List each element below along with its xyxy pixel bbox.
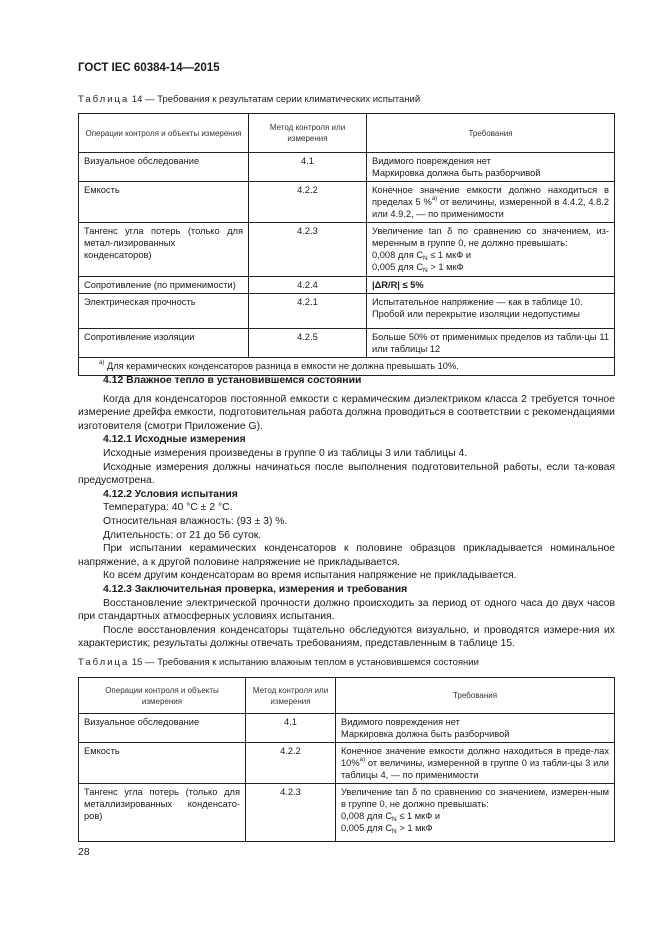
section-heading: 4.12 Влажное тепло в установившемся состоянии: [103, 375, 362, 386]
req-text: от величины, измеренной в группе 0 из табли-цы 3 или таблицы 4, — по применимости: [341, 758, 609, 780]
req-text: 0,005 для C: [372, 262, 424, 272]
paragraph: Когда для конденсаторов постоянной емкости с керамическим диэлектриком класса 2 требуется точное измерение дрейфа емкости, подготовительная работа должна проводиться в соответствии с рекомендациями изготовителя (смотри Приложение G).: [78, 393, 615, 432]
section-4-12: [78, 374, 615, 651]
cell-method: 4.2.1: [249, 294, 367, 329]
cell-req: [367, 294, 615, 329]
cell-method: 4.2.2: [249, 182, 367, 223]
cell-method: 4.2.4: [249, 277, 367, 294]
table-row: [79, 329, 615, 358]
table-footnote-row: [79, 358, 615, 376]
caption-text: 15 — Требования к испытанию влажным теплом в установившемся состоянии: [131, 657, 479, 668]
col-header: Операции контроля и объекты измерения: [79, 678, 246, 714]
req-line: Маркировка должна быть разборчивой: [341, 729, 510, 739]
paragraph: Исходные измерения произведены в группе 0 из таблицы 3 или таблицы 4.: [103, 447, 468, 459]
paragraph: При испытании керамических конденсаторов к половине образцов прикладывается номинальное напряжение, а к другой половине напряжение не прикладывается.: [78, 543, 615, 568]
subscript: N: [392, 816, 397, 823]
table-row: [79, 153, 615, 182]
caption-word: Таблица: [78, 94, 130, 105]
req-line: [341, 822, 609, 834]
cell-op: Емкость: [79, 182, 249, 223]
table-row: [79, 223, 615, 277]
paragraph: Температура: 40 °С ± 2 °С.: [103, 502, 233, 514]
req-line: [372, 261, 609, 273]
req-text: 0,008 для C: [372, 250, 424, 260]
col-header: Метод контроля или измерения: [249, 114, 367, 153]
cell-req: [367, 153, 615, 182]
table-14: [78, 113, 615, 376]
req-text: ≤ 1 мкФ и: [396, 811, 441, 821]
cell-method: 4.2.3: [249, 223, 367, 277]
req-text: 0,005 для C: [341, 823, 393, 833]
cell-op: Тангенс угла потерь (только для метал-лизированных конденсаторов): [79, 223, 249, 277]
req-line: [341, 810, 609, 822]
cell-req: [367, 182, 615, 223]
cell-method: 4.1: [249, 153, 367, 182]
table-footnote: [79, 358, 615, 376]
req-text: 0,008 для C: [341, 811, 393, 821]
col-header: Требования: [367, 114, 615, 153]
table-header-row: [79, 114, 615, 153]
req-line: Испытательное напряжение — как в таблице 10.: [372, 297, 583, 307]
footnote-ref: а): [431, 196, 438, 202]
cell-method: 4.2.3: [246, 784, 336, 842]
paragraph: Исходные измерения должны начинаться после выполнения подготовительной работы, если та-ковая предусмотрена.: [78, 461, 615, 487]
cell-req: [336, 743, 615, 784]
subscript: N: [423, 255, 428, 262]
paragraph: Ко всем другим конденсаторам во время испытания напряжение не прикладывается.: [103, 570, 517, 582]
req-text: Увеличение tan δ по сравнению со значением, из-меренным в группе 0, не должно превышать:: [372, 226, 609, 248]
req-line: Видимого повреждения нет: [372, 156, 491, 166]
table-row: [79, 784, 615, 842]
col-header: Требования: [336, 678, 615, 714]
subsection-heading: 4.12.3 Заключительная проверка, измерения и требования: [103, 583, 408, 595]
subsection-heading: 4.12.2 Условия испытания: [103, 488, 238, 500]
cell-req: [367, 223, 615, 277]
cell-op: Сопротивление (по применимости): [79, 277, 249, 294]
cell-op: Сопротивление изоляции: [79, 329, 249, 358]
req-line: Видимого повреждения нет: [341, 717, 460, 727]
paragraph: Относительная влажность: (93 ± 3) %.: [103, 515, 288, 527]
req-text: Увеличение tan δ по сравнению со значением, измерен-ным в группе 0, не должно превышать:: [341, 787, 609, 809]
col-header: Операции контроля и объекты измерения: [79, 114, 249, 153]
cell-op: Электрическая прочность: [79, 294, 249, 329]
req-text: > 1 мкФ: [427, 262, 464, 272]
table-15: [78, 677, 615, 842]
subscript: N: [392, 828, 397, 835]
table-row: [79, 182, 615, 223]
cell-op: Тангенс угла потерь (только для металлизированных конденсато-ров): [79, 784, 246, 842]
cell-method: 4.2.5: [249, 329, 367, 358]
req-line: Пробой или перекрытие изоляции недопустимы: [372, 309, 580, 319]
cell-req: [336, 714, 615, 743]
table-header-row: [79, 678, 615, 714]
col-header: Метод контроля или измерения: [246, 678, 336, 714]
cell-method: 4.1: [246, 714, 336, 743]
cell-req: |ΔR/R| ≤ 5%: [367, 277, 615, 294]
paragraph: Восстановление электрической прочности должно происходить за период от одного часа до двух часов при стандартных атмосферных условиях испытания.: [78, 597, 615, 623]
footnote-text: Для керамических конденсаторов разница в емкости не должна превышать 10%.: [104, 361, 459, 371]
table-row: [79, 743, 615, 784]
table-row: [79, 714, 615, 743]
cell-req: Больше 50% от применимых пределов из табли-цы 11 или таблицы 12: [367, 329, 615, 358]
cell-req: [336, 784, 615, 842]
document-title: ГОСТ IEC 60384-14—2015: [78, 62, 220, 74]
paragraph: Длительность: от 21 до 56 суток.: [103, 529, 262, 541]
req-line: [372, 249, 609, 261]
cell-method: 4.2.2: [246, 743, 336, 784]
subscript: N: [423, 267, 428, 274]
footnote-ref: а): [359, 757, 365, 763]
table-row: [79, 294, 615, 329]
table15-caption: [78, 657, 479, 668]
table-row: [79, 277, 615, 294]
paragraph: После восстановления конденсаторы тщательно обследуются визуально, и проводятся измере-ния их характеристик; результаты должны отвечать требованиям, представленным в таблице 15.: [78, 624, 615, 650]
cell-op: Визуальное обследование: [79, 153, 249, 182]
req-line: Маркировка должна быть разборчивой: [372, 168, 541, 178]
caption-word: Таблица: [78, 657, 130, 668]
req-text: ≤ 1 мкФ и: [427, 250, 472, 260]
req-text: Конечное значение емкости должно находиться в пределах 5 %: [372, 185, 609, 207]
req-text: от величины, измеренной в 4.4.2, 4.8.2 или 4.9.2, — по применимости: [372, 197, 609, 219]
cell-op: Емкость: [79, 743, 246, 784]
table14-caption: [78, 94, 420, 105]
cell-op: Визуальное обследование: [79, 714, 246, 743]
req-text: Конечное значение емкости должно находиться в преде-лах 10%: [341, 746, 609, 768]
footnote-mark: а): [99, 360, 105, 366]
req-text: > 1 мкФ: [396, 823, 433, 833]
caption-text: 14 — Требования к результатам серии климатических испытаний: [131, 94, 421, 105]
page-number: 28: [78, 846, 90, 858]
subsection-heading: 4.12.1 Исходные измерения: [103, 434, 246, 446]
